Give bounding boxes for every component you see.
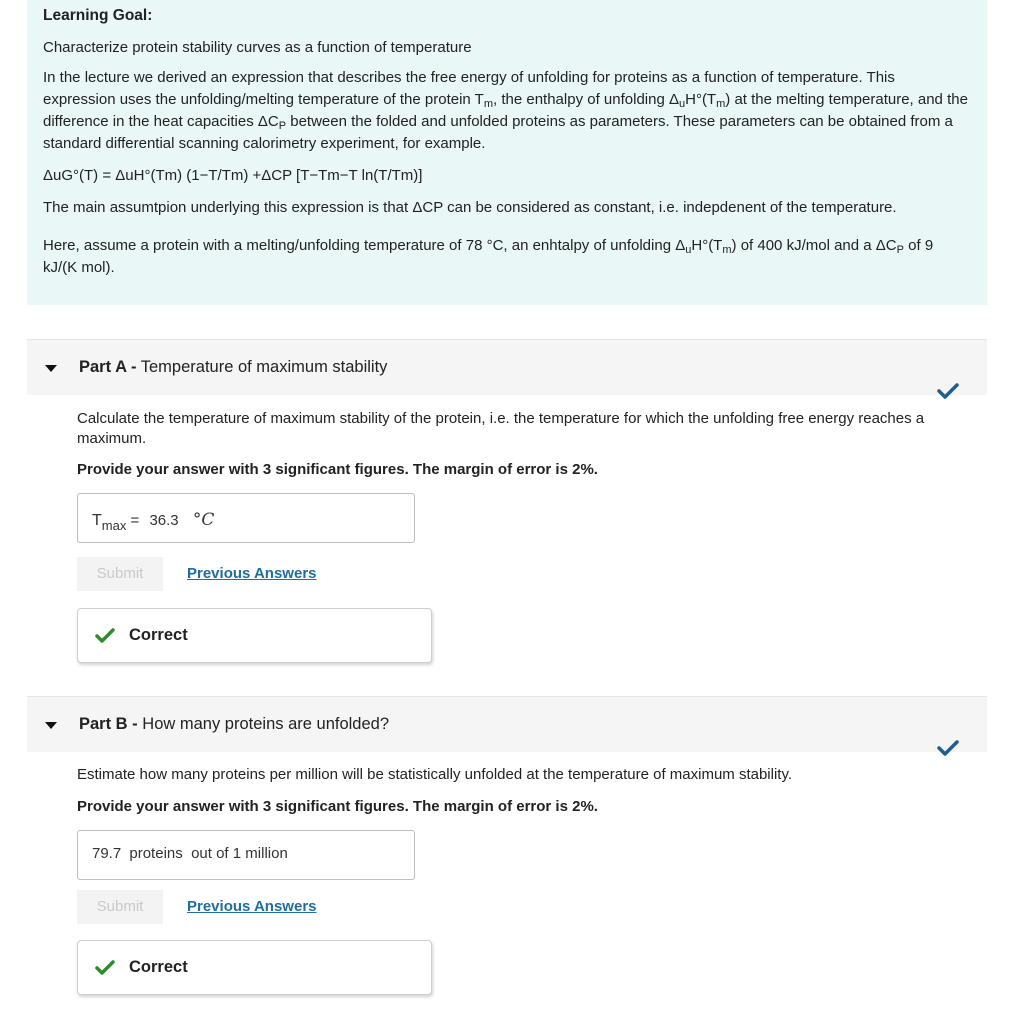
collapse-triangle-icon[interactable]	[45, 365, 57, 372]
part-a-submit-button[interactable]: Submit	[77, 557, 163, 591]
correct-check-icon	[95, 627, 115, 645]
part-b-submit-button[interactable]: Submit	[77, 890, 163, 924]
learning-goal-panel	[27, 0, 987, 305]
part-a-answer-field[interactable]: $T_{max} = 36.3$ °C	[77, 493, 415, 543]
part-a-answer-value: 36.3	[149, 512, 179, 529]
part-a-question: Calculate the temperature of maximum stability of the protein, i.e. the temperature for which the unfolding free energy reaches a maximum.	[77, 410, 925, 447]
correct-check-icon	[95, 959, 115, 977]
part-a-previous-answers-link[interactable]: Previous Answers	[187, 565, 317, 582]
part-a-feedback	[77, 608, 432, 663]
free-energy-equation: ΔuG°(T) = ΔuH°(Tm) (1−T/Tm) +ΔCP [T−Tm−T ln(T/Tm)]	[43, 167, 423, 184]
collapse-triangle-icon[interactable]	[45, 722, 57, 729]
part-b-answer-unit: proteins out of 1 million	[129, 845, 288, 862]
part-b-complete-check-icon	[937, 739, 959, 757]
part-b-feedback	[77, 940, 432, 995]
part-b-question: Estimate how many proteins per million will be statistically unfolded at the temperature of maximum stability.	[77, 766, 793, 783]
part-b-result-text: Correct	[129, 958, 188, 976]
part-b-previous-answers-link[interactable]: Previous Answers	[187, 898, 317, 915]
part-b-title: Part B - How many proteins are unfolded?	[79, 715, 390, 733]
part-a-complete-check-icon	[937, 382, 959, 400]
answer-variable-label: T	[92, 512, 102, 529]
learning-goal-subtitle: Characterize protein stability curves as a function of temperature	[43, 39, 472, 56]
learning-goal-title: Learning Goal:	[43, 7, 153, 24]
part-b-answer-field[interactable]	[77, 830, 415, 880]
assumption-text: The main assumtpion underlying this expression is that ΔCP can be considered as constant, i.e. indepdenent of the temperature.	[43, 199, 897, 216]
protein-parameters-text: Here, assume a protein with a melting/unfolding temperature of 78 °C, an enhtalpy of unfolding $\Delta_uH^\circ(T_m)$ of 400 kJ/mol and a $\Delta C_P$ of 9 kJ/(K mol).	[43, 237, 934, 276]
part-a-instruction: Provide your answer with 3 significant figures. The margin of error is 2%.	[77, 461, 598, 478]
part-b-instruction: Provide your answer with 3 significant figures. The margin of error is 2%.	[77, 798, 598, 815]
part-a-result-text: Correct	[129, 626, 188, 644]
part-b-answer-value: 79.7	[92, 845, 122, 862]
learning-goal-description: In the lecture we derived an expression that describes the free energy of unfolding for proteins as a function of temperature. This expression uses the unfolding/melting temperature of the protein $T_m$, the enthalpy of unfolding $\Delta_uH^\circ(T_m)$ at the melting temperature, and the difference in the heat capacities $\Delta C_P$ between the folded and unfolded proteins as parameters. These parameters can be obtained from a standard differential scanning calorimetry experiment, for example.	[43, 69, 968, 152]
part-a-header[interactable]	[27, 339, 987, 395]
part-a-answer-unit: °C	[192, 510, 215, 530]
part-a-title: Part A - Temperature of maximum stability	[79, 358, 388, 376]
part-b-header[interactable]	[27, 696, 987, 752]
